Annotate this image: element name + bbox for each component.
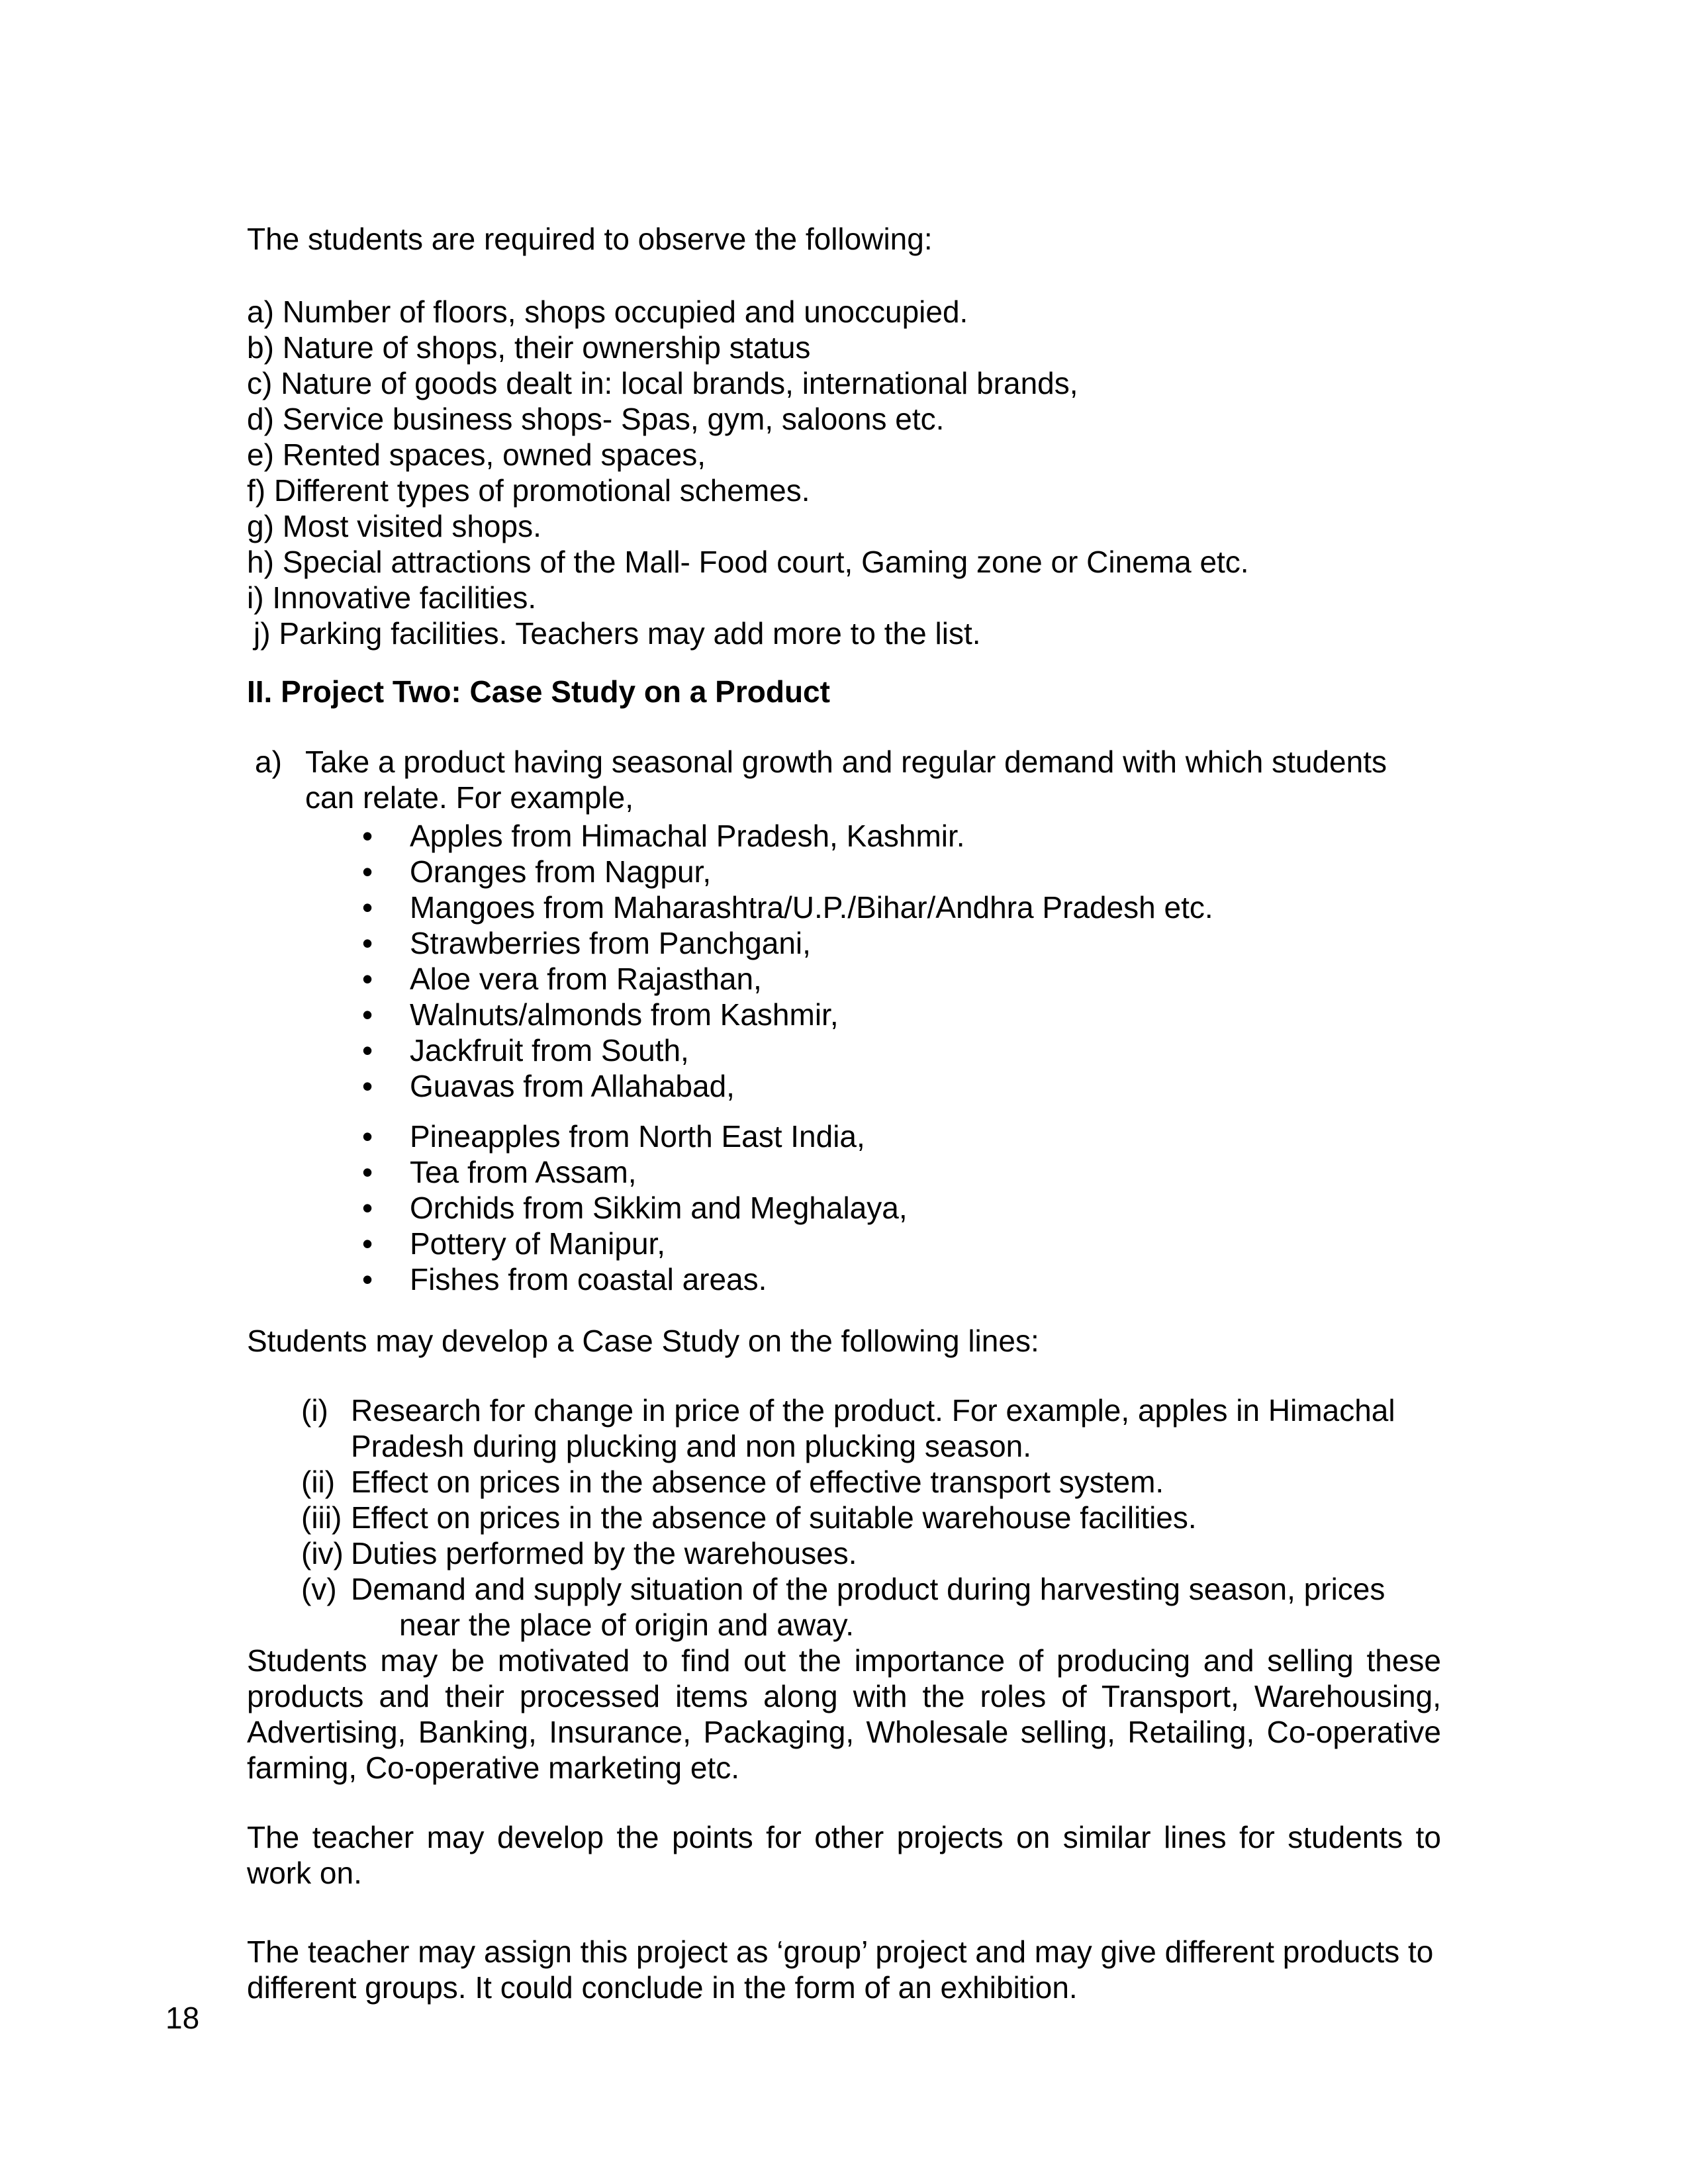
bullet-text: Strawberries from Panchgani,	[410, 926, 811, 960]
item-marker: (ii)	[301, 1465, 336, 1499]
item-text: Rented spaces, owned spaces,	[282, 437, 706, 472]
list-item	[247, 294, 1441, 330]
paragraph-motivated: Students may be motivated to find out the importance of producing and selling these products and their processed items along with the roles of Transport, Warehousing, Advertising, Banking, Insurance, Packaging, Wholesale selling, Retailing, Co-operative farming, Co-operative marketing etc.	[247, 1643, 1441, 1785]
item-marker: a)	[247, 295, 274, 329]
observe-list	[247, 294, 1441, 651]
bullet-icon: •	[362, 997, 373, 1032]
case-study-list	[247, 1392, 1441, 1643]
bullet-text: Guavas from Allahabad,	[410, 1069, 735, 1103]
list-item	[247, 473, 1441, 508]
list-item	[247, 437, 1441, 473]
item-marker: (v)	[301, 1572, 337, 1606]
case-study-intro: Students may develop a Case Study on the following lines:	[247, 1324, 1039, 1358]
item-marker: c)	[247, 366, 273, 400]
item-marker: b)	[247, 330, 274, 365]
list-item	[247, 330, 1441, 365]
bullet-item	[247, 961, 1441, 997]
paragraph-teacher-develop: The teacher may develop the points for other projects on similar lines for students to work on.	[247, 1820, 1441, 1890]
item-text: Most visited shops.	[282, 509, 541, 543]
section-heading: II. Project Two: Case Study on a Product	[247, 674, 830, 709]
item-text: Special attractions of the Mall- Food court, Gaming zone or Cinema etc.	[282, 545, 1249, 579]
list-item	[247, 508, 1441, 544]
bullet-text: Oranges from Nagpur,	[410, 854, 712, 889]
page-number: 18	[165, 2001, 200, 2035]
item-marker: h)	[247, 545, 274, 579]
bullet-icon: •	[362, 962, 373, 996]
example-bullet-list-1	[247, 818, 1441, 1104]
bullet-icon: •	[362, 1262, 373, 1297]
bullet-text: Orchids from Sikkim and Meghalaya,	[410, 1191, 908, 1225]
item-marker: d)	[247, 402, 274, 436]
item-text: Research for change in price of the product. For example, apples in Himachal Pradesh during plucking and non plucking season.	[351, 1393, 1395, 1463]
bullet-text: Fishes from coastal areas.	[410, 1262, 767, 1297]
list-item	[247, 544, 1441, 580]
item-marker: f)	[247, 473, 266, 508]
list-item	[247, 1535, 1441, 1571]
item-text: Innovative facilities.	[272, 580, 537, 615]
bullet-item	[247, 1118, 1441, 1154]
list-item	[247, 1500, 1441, 1535]
product-item	[247, 744, 1441, 815]
bullet-item	[247, 1154, 1441, 1190]
item-text: Effect on prices in the absence of effective transport system.	[351, 1465, 1164, 1499]
bullet-item	[247, 1068, 1441, 1104]
bullet-icon: •	[362, 890, 373, 925]
item-text: Effect on prices in the absence of suitable warehouse facilities.	[351, 1500, 1197, 1535]
item-marker: (iii)	[301, 1500, 342, 1535]
list-item	[247, 365, 1441, 401]
item-marker: j)	[254, 616, 271, 651]
bullet-item	[247, 1226, 1441, 1261]
bullet-text: Tea from Assam,	[410, 1155, 637, 1189]
list-item	[247, 580, 1441, 615]
continuation-line: near the place of origin and away.	[399, 1608, 855, 1642]
item-text: Duties performed by the warehouses.	[351, 1536, 857, 1570]
item-text: Take a product having seasonal growth and regular demand with which students can relate. For example,	[305, 745, 1387, 815]
example-bullet-list-2	[247, 1118, 1441, 1297]
bullet-icon: •	[362, 819, 373, 853]
bullet-text: Mangoes from Maharashtra/U.P./Bihar/Andhra Pradesh etc.	[410, 890, 1213, 925]
item-marker: g)	[247, 509, 274, 543]
bullet-text: Pineapples from North East India,	[410, 1119, 865, 1154]
item-marker: i)	[247, 580, 264, 615]
list-item	[247, 615, 1441, 651]
bullet-text: Walnuts/almonds from Kashmir,	[410, 997, 839, 1032]
bullet-item	[247, 1190, 1441, 1226]
intro-paragraph: The students are required to observe the following:	[247, 222, 933, 256]
item-text: Demand and supply situation of the product during harvesting season, prices	[351, 1572, 1385, 1606]
paragraph-teacher-assign: The teacher may assign this project as ‘group’ project and may give different products to different groups. It could conclude in the form of an exhibition.	[247, 1934, 1434, 2005]
bullet-item	[247, 997, 1441, 1032]
item-marker: (i)	[301, 1393, 328, 1428]
bullet-text: Pottery of Manipur,	[410, 1226, 666, 1261]
item-text: Different types of promotional schemes.	[273, 473, 810, 508]
list-item	[247, 1464, 1441, 1500]
bullet-text: Aloe vera from Rajasthan,	[410, 962, 762, 996]
bullet-icon: •	[362, 1033, 373, 1068]
bullet-icon: •	[362, 1191, 373, 1225]
bullet-item	[247, 1261, 1441, 1297]
bullet-icon: •	[362, 1119, 373, 1154]
page-content	[247, 0, 1441, 2005]
item-marker: a)	[255, 745, 282, 779]
bullet-text: Apples from Himachal Pradesh, Kashmir.	[410, 819, 965, 853]
bullet-item	[247, 854, 1441, 889]
bullet-item	[247, 889, 1441, 925]
bullet-item	[247, 925, 1441, 961]
bullet-icon: •	[362, 1155, 373, 1189]
item-text: Parking facilities. Teachers may add more to the list.	[279, 616, 981, 651]
bullet-item	[247, 818, 1441, 854]
bullet-icon: •	[362, 1226, 373, 1261]
bullet-text: Jackfruit from South,	[410, 1033, 689, 1068]
item-text: Service business shops- Spas, gym, saloons etc.	[282, 402, 945, 436]
bullet-icon: •	[362, 1069, 373, 1103]
bullet-icon: •	[362, 854, 373, 889]
list-item	[247, 1392, 1441, 1464]
item-text: Number of floors, shops occupied and unoccupied.	[282, 295, 968, 329]
bullet-icon: •	[362, 926, 373, 960]
item-text: Nature of shops, their ownership status	[282, 330, 811, 365]
item-marker: e)	[247, 437, 274, 472]
list-item	[247, 1571, 1441, 1607]
list-item	[247, 401, 1441, 437]
item-marker: (iv)	[301, 1536, 344, 1570]
bullet-item	[247, 1032, 1441, 1068]
item-text: Nature of goods dealt in: local brands, international brands,	[281, 366, 1078, 400]
